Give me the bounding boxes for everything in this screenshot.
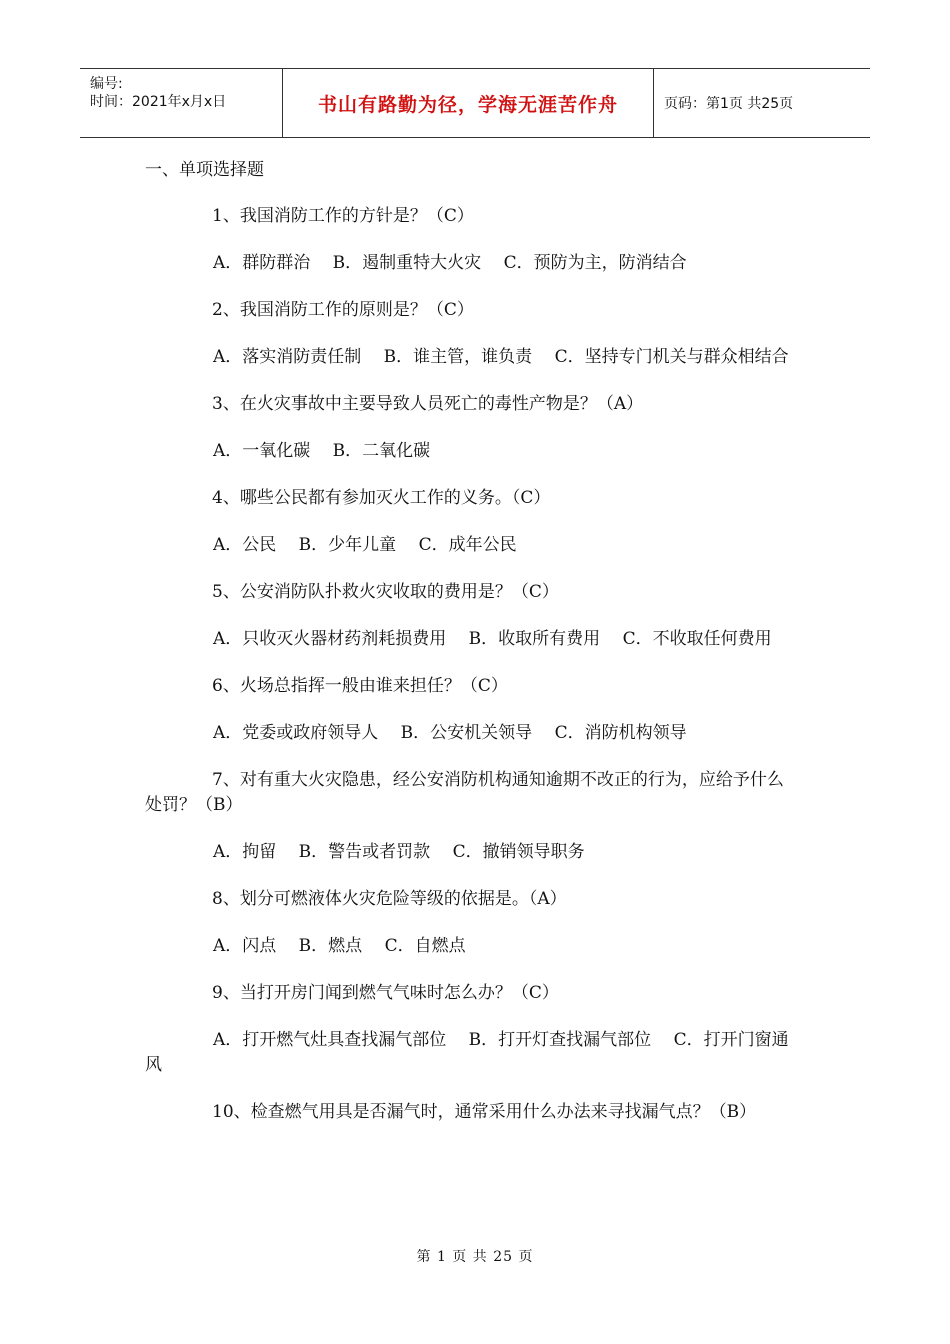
header-meta xyxy=(80,69,283,137)
options: A．党委或政府领导人 B．公安机关领导 C．消防机构领导 xyxy=(213,723,687,743)
options: A．一氧化碳 B．二氧化碳 xyxy=(213,441,431,461)
options: A．群防群治 B．遏制重特大火灾 C．预防为主，防消结合 xyxy=(213,253,687,273)
options: A．公民 B．少年儿童 C．成年公民 xyxy=(213,535,517,555)
options: A．闪点 B．燃点 C．自燃点 xyxy=(213,936,466,956)
header-page-cell xyxy=(654,69,870,137)
options: A．只收灭火器材药剂耗损费用 B．收取所有费用 C．不收取任何费用 xyxy=(213,629,772,649)
options: A．打开燃气灶具查找漏气部位 B．打开灯查找漏气部位 C．打开门窗通风 xyxy=(145,1030,789,1075)
options: A．拘留 B．警告或者罚款 C．撤销领导职务 xyxy=(213,842,585,862)
question: 5、公安消防队扑救火灾收取的费用是？（C） xyxy=(212,582,559,602)
question: 8、划分可燃液体火灾危险等级的依据是。（A） xyxy=(212,889,567,909)
question: 9、当打开房门闻到燃气气味时怎么办？（C） xyxy=(212,983,559,1003)
document-body xyxy=(145,158,800,1147)
question: 1、我国消防工作的方针是？（C） xyxy=(212,206,474,226)
question: 10、检查燃气用具是否漏气时，通常采用什么办法来寻找漏气点？（B） xyxy=(212,1102,757,1122)
page-footer: 第 1 页 共 25 页 xyxy=(416,1249,534,1265)
question: 3、在火灾事故中主要导致人员死亡的毒性产物是？（A） xyxy=(212,394,644,414)
time-label: 时间：2021年x月x日 xyxy=(90,94,227,110)
question: 6、火场总指挥一般由谁来担任？（C） xyxy=(212,676,508,696)
page-info: 页码：第1页 共25页 xyxy=(664,96,794,112)
options: A．落实消防责任制 B．谁主管，谁负责 C．坚持专门机关与群众相结合 xyxy=(213,347,789,367)
number-label: 编号: xyxy=(90,76,123,92)
document-header xyxy=(80,68,870,138)
question: 7、对有重大火灾隐患，经公安消防机构通知逾期不改正的行为，应给予什么处罚？（B） xyxy=(145,770,784,815)
question: 2、我国消防工作的原则是？（C） xyxy=(212,300,474,320)
question: 4、哪些公民都有参加灭火工作的义务。（C） xyxy=(212,488,551,508)
section-title: 一、单项选择题 xyxy=(145,160,264,180)
motto: 书山有路勤为径，学海无涯苦作舟 xyxy=(317,93,618,116)
header-motto-cell xyxy=(283,69,654,137)
